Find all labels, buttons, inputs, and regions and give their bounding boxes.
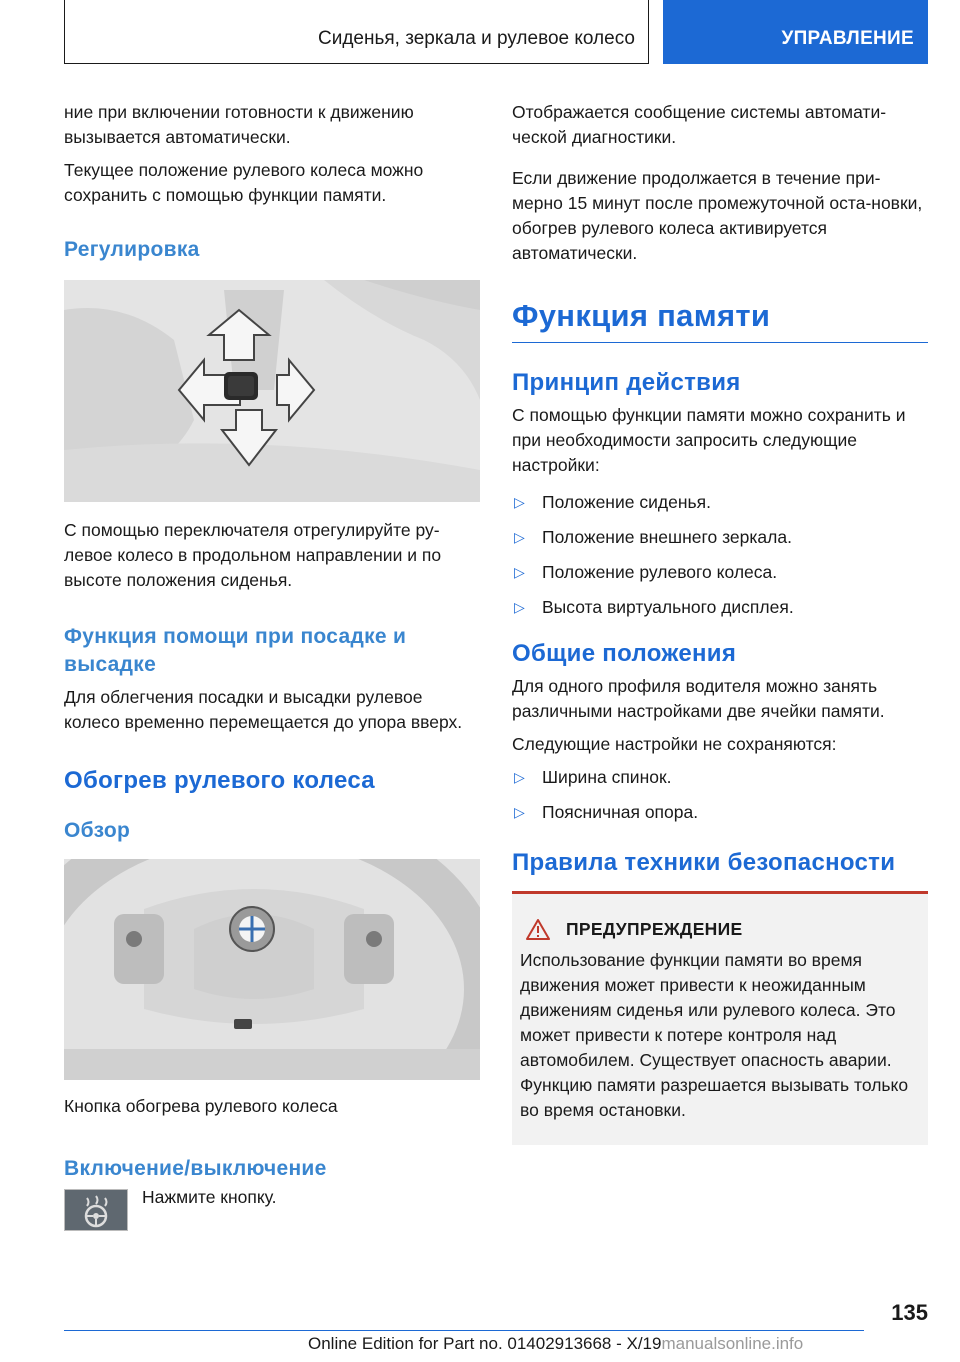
section-title: Сиденья, зеркала и рулевое колесо <box>318 28 635 49</box>
heading-overview: Обзор <box>64 819 131 842</box>
left-column <box>64 100 480 1231</box>
triangle-bullet-icon: ▷ <box>514 494 525 510</box>
intro-paragraph-2: Текущее положение рулевого колеса можно сохранить с помощью функции памяти. <box>64 160 424 205</box>
on-off-paragraph: Нажмите кнопку. <box>142 1187 277 1207</box>
list-item: ▷ Поясничная опора. <box>512 800 928 825</box>
page-number: 135 <box>891 1300 928 1325</box>
triangle-bullet-icon: ▷ <box>514 599 525 615</box>
heading-memory: Функция памяти <box>512 298 928 343</box>
triangle-bullet-icon: ▷ <box>514 804 525 820</box>
continue-paragraph: Если движение продолжается в течение при-мерно 15 минут после промежуточной оста-новки, обогрев рулевого колеса активируется автоматически. <box>512 168 923 263</box>
warning-paragraph: Использование функции памяти во время движения может привести к неожиданным движениям сиденья или рулевого колеса. Это может привести к потере контроля над автомобилем. Существует опасность аварии. Функцию памяти разрешается вызывать только во время остановки. <box>520 950 909 1120</box>
entry-assist-paragraph: Для облегчения посадки и высадки рулевое колесо временно перемещается до упора вверх. <box>64 687 463 732</box>
list-item: ▷ Положение сиденья. <box>512 490 928 515</box>
heading-safety: Правила техники безопасности <box>512 849 896 876</box>
overview-caption: Кнопка обогрева рулевого колеса <box>64 1096 338 1116</box>
steering-column-switch-illustration <box>64 280 480 502</box>
not-saved-paragraph: Следующие настройки не сохраняются: <box>512 734 837 754</box>
triangle-bullet-icon: ▷ <box>514 529 525 545</box>
footer-edition: Online Edition for Part no. 01402913668 - X/19manualsonline.info <box>308 1334 804 1353</box>
list-item: ▷ Высота виртуального дисплея. <box>512 595 928 620</box>
diagnosis-paragraph: Отображается сообщение системы автомати-ческой диагностики. <box>512 102 887 147</box>
intro-paragraph-1: ние при включении готовности к движению вызывается автоматически. <box>64 102 414 147</box>
steering-wheel-illustration <box>64 859 480 1080</box>
list-item: ▷ Ширина спинок. <box>512 765 928 790</box>
footer-site[interactable]: manualsonline.info <box>661 1334 804 1353</box>
general-paragraph: Для одного профиля водителя можно занять различными настройками две ячейки памяти. <box>512 676 885 721</box>
right-column <box>512 100 928 1145</box>
heading-heating: Обогрев рулевого колеса <box>64 767 375 794</box>
heading-principle: Принцип действия <box>512 369 741 396</box>
steering-heating-button-icon <box>64 1189 128 1231</box>
list-item: ▷ Положение рулевого колеса. <box>512 560 928 585</box>
chapter-tab[interactable]: УПРАВЛЕНИЕ <box>663 0 928 64</box>
footer-divider <box>64 1330 864 1331</box>
triangle-bullet-icon: ▷ <box>514 564 525 580</box>
warning-box <box>512 894 928 1145</box>
warning-triangle-icon <box>526 918 550 940</box>
triangle-bullet-icon: ▷ <box>514 769 525 785</box>
principle-paragraph: С помощью функции памяти можно сохранить и при необходимости запросить следующие настройки: <box>512 405 906 475</box>
steering-wheel-image <box>64 859 480 1080</box>
heading-entry-assist: Функция помощи при посадке и высадке <box>64 625 407 676</box>
list-item: ▷ Положение внешнего зеркала. <box>512 525 928 550</box>
heading-on-off: Включение/выключение <box>64 1157 327 1180</box>
warning-title: ПРЕДУПРЕЖДЕНИЕ <box>566 918 743 939</box>
heading-general: Общие положения <box>512 640 737 667</box>
adjust-paragraph: С помощью переключателя отрегулируйте ру-левое колесо в продольном направлении и по высоте положения сиденья. <box>64 520 442 590</box>
heading-adjust: Регулировка <box>64 238 200 261</box>
adjust-switch-image <box>64 280 480 502</box>
